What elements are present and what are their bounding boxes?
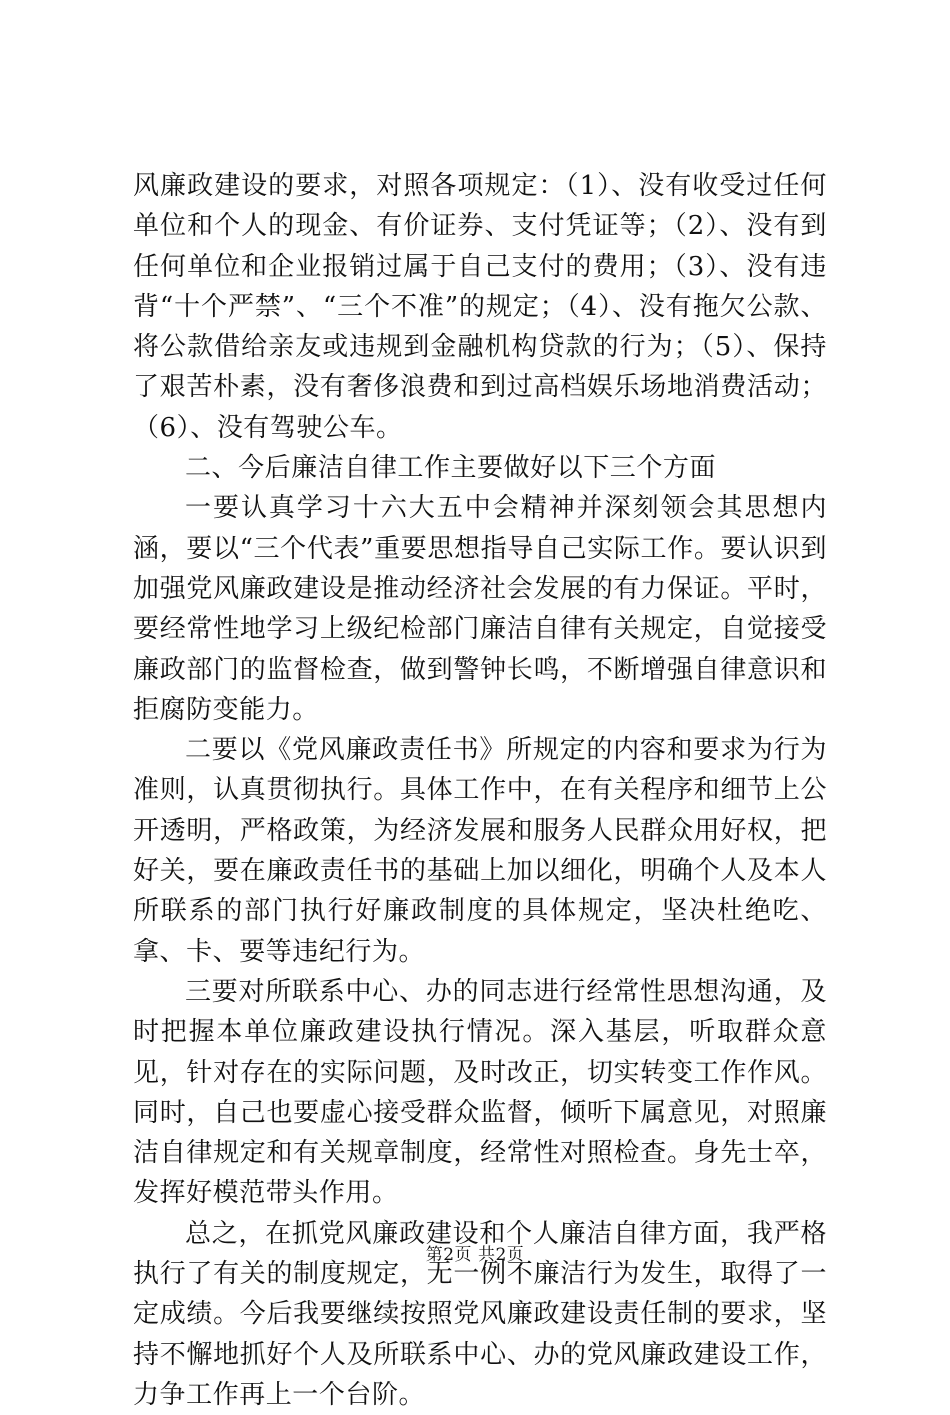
paragraph-point-two: 二要以《党风廉政责任书》所规定的内容和要求为行为准则，认真贯彻执行。具体工作中，在有关程序和细节上公开透明，严格政策，为经济发展和服务人民群众用好权，把好关，要在廉政责任书的基础上加以细化，明确个人及本人所联系的部门执行好廉政制度的具体规定，坚决杜绝吃、拿、卡、要等违纪行为。 (133, 735, 827, 967)
paragraph-continuation: 风廉政建设的要求，对照各项规定：（1）、没有收受过任何单位和个人的现金、有价证券、支付凭证等；（2）、没有到任何单位和企业报销过属于自己支付的费用；（3）、没有违背“十个严禁”、“三个不准”的规定；（4）、没有拖欠公款、将公款借给亲友或违规到金融机构贷款的行为；（5）、保持了艰苦朴素，没有奢侈浪费和到过高档娱乐场地消费活动；（6）、没有驾驶公车。 (133, 171, 827, 443)
document-body (133, 166, 827, 1415)
section-heading: 二、今后廉洁自律工作主要做好以下三个方面 (185, 453, 717, 484)
paragraph-point-three: 三要对所联系中心、办的同志进行经常性思想沟通，及时把握本单位廉政建设执行情况。深入基层，听取群众意见，针对存在的实际问题，及时改正，切实转变工作作风。同时，自己也要虚心接受群众监督，倾听下属意见，对照廉洁自律规定和有关规章制度，经常性对照检查。身先士卒，发挥好模范带头作用。 (133, 976, 827, 1209)
page-footer: 第2页 共2页 (425, 1245, 525, 1265)
paragraph-conclusion: 总之，在抓党风廉政建设和个人廉洁自律方面，我严格执行了有关的制度规定，无一例不廉洁行为发生，取得了一定成绩。今后我要继续按照党风廉政建设责任制的要求，坚持不懈地抓好个人及所联系中心、办的党风廉政建设工作，力争工作再上一个台阶。 (133, 1218, 827, 1410)
paragraph-point-one: 一要认真学习十六大五中会精神并深刻领会其思想内涵，要以“三个代表”重要思想指导自己实际工作。要认识到加强党风廉政建设是推动经济社会发展的有力保证。平时，要经常性地学习上级纪检部门廉洁自律有关规定，自觉接受廉政部门的监督检查，做到警钟长鸣，不断增强自律意识和拒腐防变能力。 (133, 493, 827, 725)
